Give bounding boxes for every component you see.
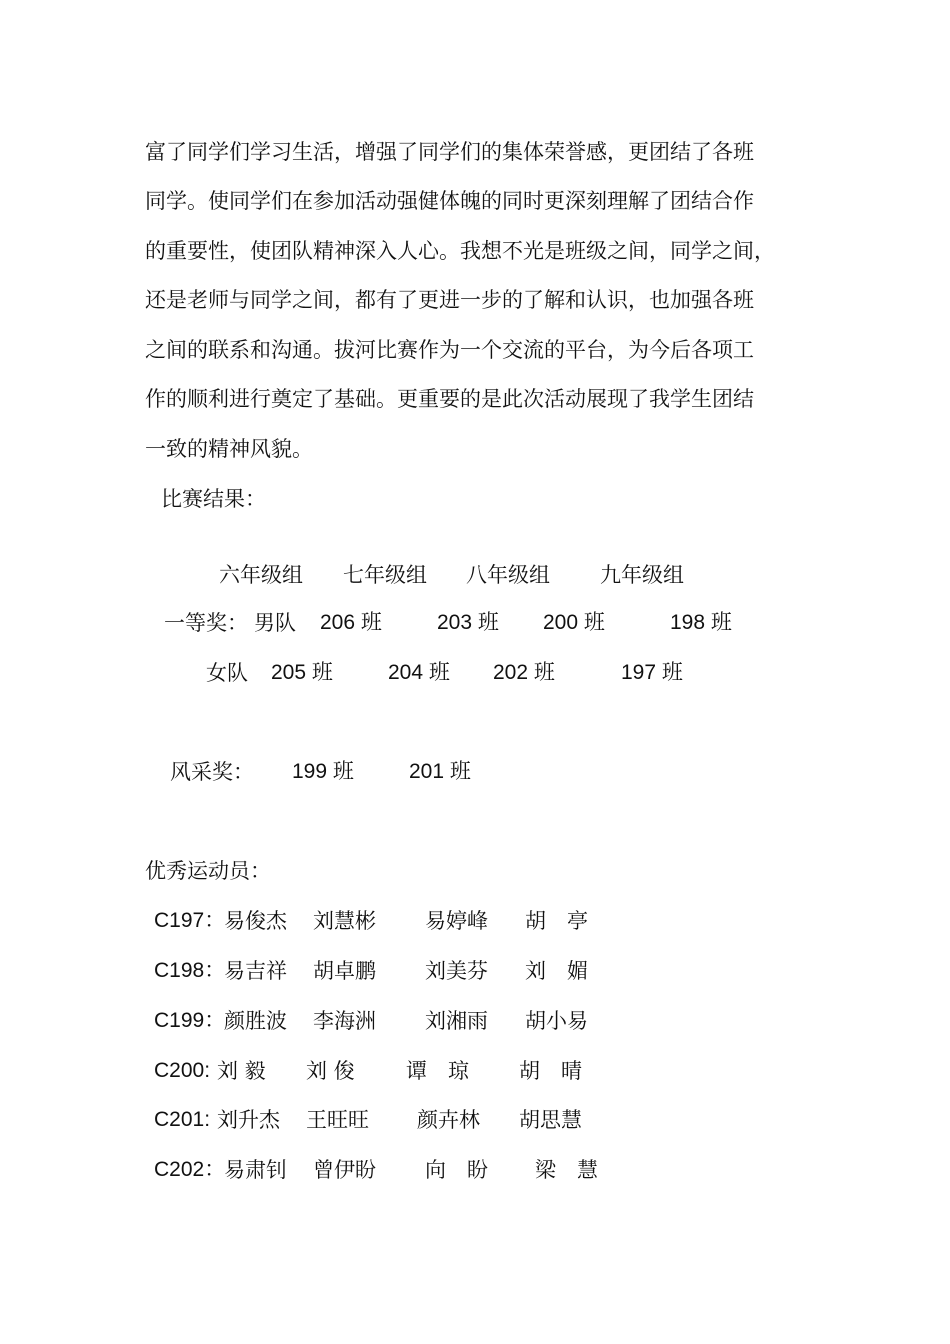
- grade-9-header: 九年级组: [600, 563, 684, 587]
- paragraph-line: 富了同学们学习生活，增强了同学们的集体荣誉感，更团结了各班: [145, 140, 754, 164]
- athlete-name: 刘美芬: [425, 959, 488, 983]
- athlete-name: 刘 媚: [525, 959, 588, 983]
- men-grade-8-class: 200 班: [543, 611, 605, 634]
- athlete-class-label: C202：: [154, 1158, 226, 1181]
- athlete-name: 曾伊盼: [313, 1158, 376, 1182]
- men-grade-6-class: 206 班: [320, 611, 382, 634]
- athlete-name: 颜卉林: [417, 1108, 480, 1132]
- athlete-name: 易吉祥: [224, 959, 287, 983]
- athlete-class-label: C198：: [154, 959, 226, 982]
- athlete-name: 颜胜波: [224, 1009, 287, 1033]
- athlete-name: 梁 慧: [535, 1158, 598, 1182]
- athlete-name: 胡小易: [525, 1009, 588, 1033]
- men-team-label: 男队: [254, 611, 296, 635]
- style-award-label: 风采奖：: [170, 760, 254, 784]
- athlete-name: 向 盼: [425, 1158, 488, 1182]
- women-team-label: 女队: [206, 661, 248, 685]
- paragraph-line: 还是老师与同学之间，都有了更进一步的了解和认识，也加强各班: [145, 288, 754, 312]
- grade-6-header: 六年级组: [219, 563, 303, 587]
- athlete-class-label: C197：: [154, 909, 226, 932]
- style-award-class: 199 班: [292, 760, 354, 783]
- paragraph-line: 一致的精神风貌。: [145, 437, 313, 461]
- paragraph-line: 同学。使同学们在参加活动强健体魄的同时更深刻理解了团结合作: [145, 189, 754, 213]
- athlete-name: 刘升杰: [217, 1108, 280, 1132]
- athlete-name: 胡卓鹏: [313, 959, 376, 983]
- athlete-name: 刘湘雨: [425, 1009, 488, 1033]
- athlete-name: 刘 俊: [306, 1059, 355, 1083]
- athlete-name: 刘 毅: [217, 1059, 266, 1083]
- athlete-name: 胡思慧: [519, 1108, 582, 1132]
- athlete-name: 易俊杰: [224, 909, 287, 933]
- athlete-class-label: C201:: [154, 1108, 211, 1131]
- paragraph-line: 之间的联系和沟通。拔河比赛作为一个交流的平台，为今后各项工: [145, 338, 754, 362]
- athlete-name: 易婷峰: [425, 909, 488, 933]
- athlete-name: 王旺旺: [306, 1108, 369, 1132]
- grade-7-header: 七年级组: [343, 563, 427, 587]
- first-prize-label: 一等奖：: [164, 611, 248, 635]
- athletes-heading: 优秀运动员：: [145, 859, 271, 883]
- athlete-name: 刘慧彬: [313, 909, 376, 933]
- athlete-name: 胡 亭: [525, 909, 588, 933]
- women-grade-8-class: 202 班: [493, 661, 555, 684]
- results-heading: 比赛结果：: [161, 487, 266, 511]
- style-award-class: 201 班: [409, 760, 471, 783]
- paragraph-line: 的重要性，使团队精神深入人心。我想不光是班级之间，同学之间，: [145, 239, 775, 263]
- men-grade-9-class: 198 班: [670, 611, 732, 634]
- women-grade-9-class: 197 班: [621, 661, 683, 684]
- athlete-name: 易肃钊: [224, 1158, 287, 1182]
- men-grade-7-class: 203 班: [437, 611, 499, 634]
- grade-8-header: 八年级组: [466, 563, 550, 587]
- paragraph-line: 作的顺利进行奠定了基础。更重要的是此次活动展现了我学生团结: [145, 387, 754, 411]
- athlete-name: 李海洲: [313, 1009, 376, 1033]
- athlete-name: 胡 晴: [519, 1059, 582, 1083]
- women-grade-6-class: 205 班: [271, 661, 333, 684]
- women-grade-7-class: 204 班: [388, 661, 450, 684]
- athlete-name: 谭 琼: [406, 1059, 469, 1083]
- athlete-class-label: C200:: [154, 1059, 211, 1082]
- athlete-class-label: C199：: [154, 1009, 226, 1032]
